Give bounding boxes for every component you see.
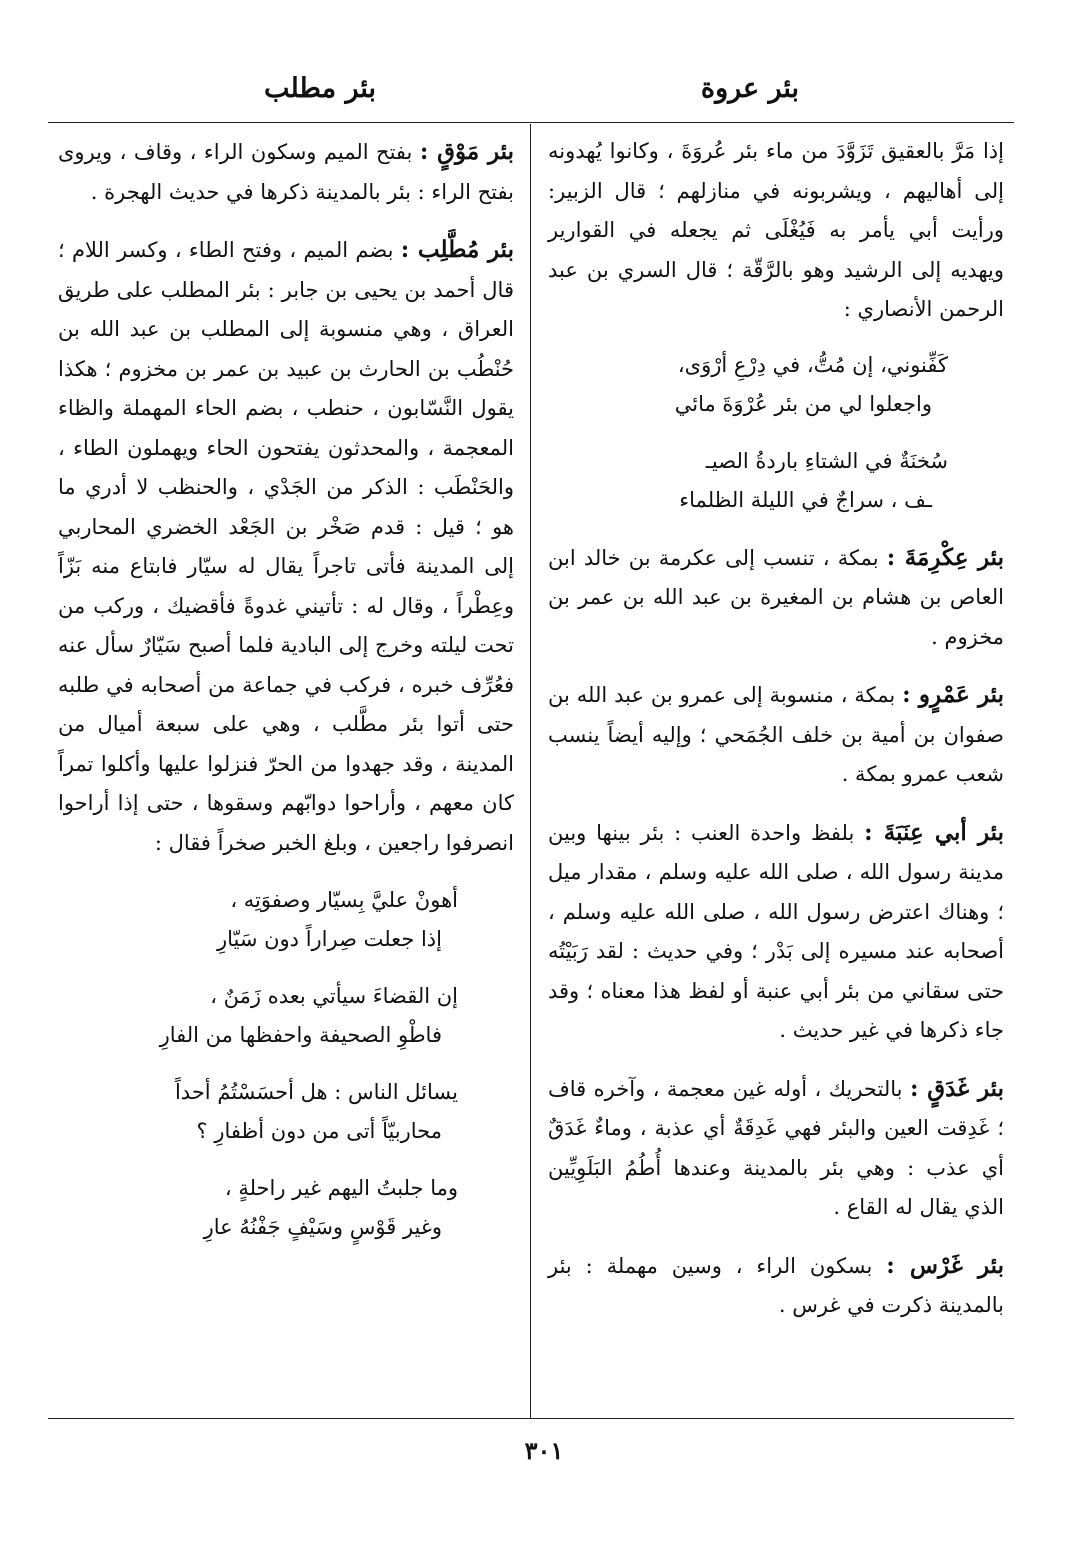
- entry-headword: بئر مَوْقٍ :: [419, 138, 514, 165]
- verse-hemistich-2: فاطْوِ الصحيفة واحفظها من الفارِ: [159, 1023, 442, 1047]
- entry-bir-ghars: [548, 1246, 1004, 1326]
- entry-text: بسكون الراء ، وسين مهملة : بئر بالمدينة ذكرت في غرس .: [548, 1253, 1004, 1317]
- entry-bir-abi-inaba: [548, 813, 1004, 1051]
- left-column: [58, 132, 514, 1265]
- entry-bir-ghadaq: [548, 1069, 1004, 1228]
- verse-hemistich-2: ـف ، سراجٌ في الليلة الظلماء: [679, 487, 932, 512]
- entry-text: بمكة ، منسوبة إلى عمرو بن عبد الله بن صفوان بن أمية بن خلف الجُمَحي ؛ وإليه أيضاً ينسب شعب عمرو بمكة .: [548, 683, 1004, 786]
- right-column: [548, 132, 1004, 1344]
- verse-hemistich-2: واجعلوا لي من بئر عُرْوَةَ مائي: [674, 391, 932, 416]
- verse-hemistich-2: وغير قَوْسٍ وسَيْفٍ جَفْنُهُ عارِ: [203, 1215, 442, 1239]
- running-head-left: بئر مطلب: [263, 73, 377, 104]
- entry-headword: بئر عِكْرِمَةَ :: [886, 543, 1004, 571]
- verse-yusail: [58, 1073, 514, 1151]
- running-head-right: بئر عروة: [700, 73, 800, 104]
- header-rule: [48, 122, 1014, 123]
- entry-text: بفتح الميم وسكون الراء ، وقاف ، ويروى بفتح الراء : بئر بالمدينة ذكرها في حديث الهجرة .: [58, 140, 514, 204]
- verse-ahwan: [58, 881, 514, 959]
- verse-hemistich-2: محاربيّاً أتى من دون أظفارِ ؟: [196, 1119, 442, 1143]
- entry-headword: بئر عَمْرٍو :: [902, 681, 1004, 708]
- entry-text: بالتحريك ، أوله غين معجمة ، وآخره قاف ؛ غَدِقت العين والبئر فهي غَدِقَةٌ أي عذبة ، وماءٌ غَدَقٌ أي عذب : وهي بئر بالمدينة وعندها أُطُمُ البَلَوِيِّين الذي يقال له القاع .: [548, 1076, 1004, 1219]
- entry-headword: بئر أبي عِنَبَةَ :: [864, 818, 1004, 846]
- page-number: ٣٠١: [524, 1436, 564, 1465]
- entry-headword: بئر غَدَقٍ :: [909, 1074, 1004, 1102]
- verse-hemistich-1: يسائل الناس : هل أحسَسْتُمُ أحداً: [174, 1080, 458, 1104]
- verse-hemistich-2: إذا جعلت صِراراً دون سَيّارِ: [216, 927, 442, 951]
- continued-paragraph: إذا مَرَّ بالعقيق تَزَوَّدَ من ماء بئر عُروَةَ ، وكانوا يُهدونه إلى أهاليهم ، ويشربونه في منازلهم ؛ قال الزبير: ورأيت أبي يأمر به فَيُغْلَى ثم يجعله في القوارير ويهديه إلى الرشيد وهو بالرَّقّة ؛ قال السري بن عبد الرحمن الأنصاري :: [548, 139, 1004, 321]
- verse-sukhna: [548, 442, 1004, 520]
- verse-wa-ma-jalabtu: [58, 1169, 514, 1247]
- entry-bir-ikrima: [548, 538, 1004, 658]
- entry-bir-amr: [548, 675, 1004, 795]
- entry-text: بضم الميم ، وفتح الطاء ، وكسر اللام ؛ قال أحمد بن يحيى بن جابر : بئر المطلب على طريق العراق ، وهي منسوبة إلى المطلب بن عبد الله بن حُنْطُب بن الحارث بن عبيد بن عمر بن مخزوم ؛ هكذا يقول النَّسّابون ، حنطب ، بضم الحاء المهملة والظاء المعجمة ، والمحدثون يفتحون الحاء ويهملون الطاء ، والحَنْطَب : الذكر من الجَدْي ، والحنظب لا أدري ما هو ؛ قيل : قدم صَخْر بن الجَعْد الخضري المحاربي إلى المدينة فأتى تاجراً يقال له سيّار فابتاع منه بَزّاً وعِطْراً ، وقال له : تأتيني غدوةً فأقضيك ، وركب من تحت ليلته وخرج إلى البادية فلما أصبح سَيّارٌ سأل عنه فعُرِّف خبره ، فركب في جماعة من أصحابه في طلبه حتى أتوا بئر مطَّلب ، وهي على سبعة أميال من المدينة ، وقد جهدوا من الحرّ فنزلوا عليها وأكلوا تمراً كان معهم ، وأراحوا دوابّهم وسقوها ، حتى إذا أراحوا انصرفوا راجعين ، وبلغ الخبر صخراً فقال :: [58, 238, 514, 855]
- verse-kaffinuni: [548, 346, 1004, 424]
- entry-bir-mawq: [58, 132, 514, 212]
- verse-hemistich-1: سُخنَةٌ في الشتاءِ باردةُ الصيـ: [705, 448, 948, 473]
- verse-al-qada: [58, 977, 514, 1055]
- verse-hemistich-1: وما جلبتُ اليهم غير راحلةٍ ،: [224, 1176, 458, 1200]
- verse-hemistich-1: كَفِّنوني، إن مُتُّ، في دِرْعِ أرْوَى،: [677, 352, 948, 377]
- entry-headword: بئر مُطَّلِب :: [400, 236, 514, 263]
- entry-text: بمكة ، تنسب إلى عكرمة بن خالد ابن العاص بن هشام بن المغيرة بن عبد الله بن عمر بن مخزوم .: [548, 545, 1004, 649]
- entry-headword: بئر غَرْس :: [886, 1251, 1004, 1279]
- verse-hemistich-1: إن القضاءَ سيأتي بعده زَمَنٌ ،: [210, 984, 458, 1008]
- column-divider: [530, 124, 531, 1418]
- entry-bir-muttalib: [58, 230, 514, 863]
- entry-text: بلفظ واحدة العنب : بئر بينها وبين مدينة رسول الله ، صلى الله عليه وسلم ، مقدار ميل ؛ وهناك اعترض رسول الله ، صلى الله عليه وسلم ، أصحابه عند مسيره إلى بَدْر ؛ وفي حديث : لقد رَبَيْتُه حتى سقاني من بئر أبي عنبة أو لفظ هذا معناه ؛ وقد جاء ذكرها في غير حديث .: [548, 820, 1004, 1042]
- verse-hemistich-1: أهونْ عليَّ بِسيّار وصفوَتِه ،: [230, 888, 458, 912]
- footer-rule: [48, 1418, 1014, 1419]
